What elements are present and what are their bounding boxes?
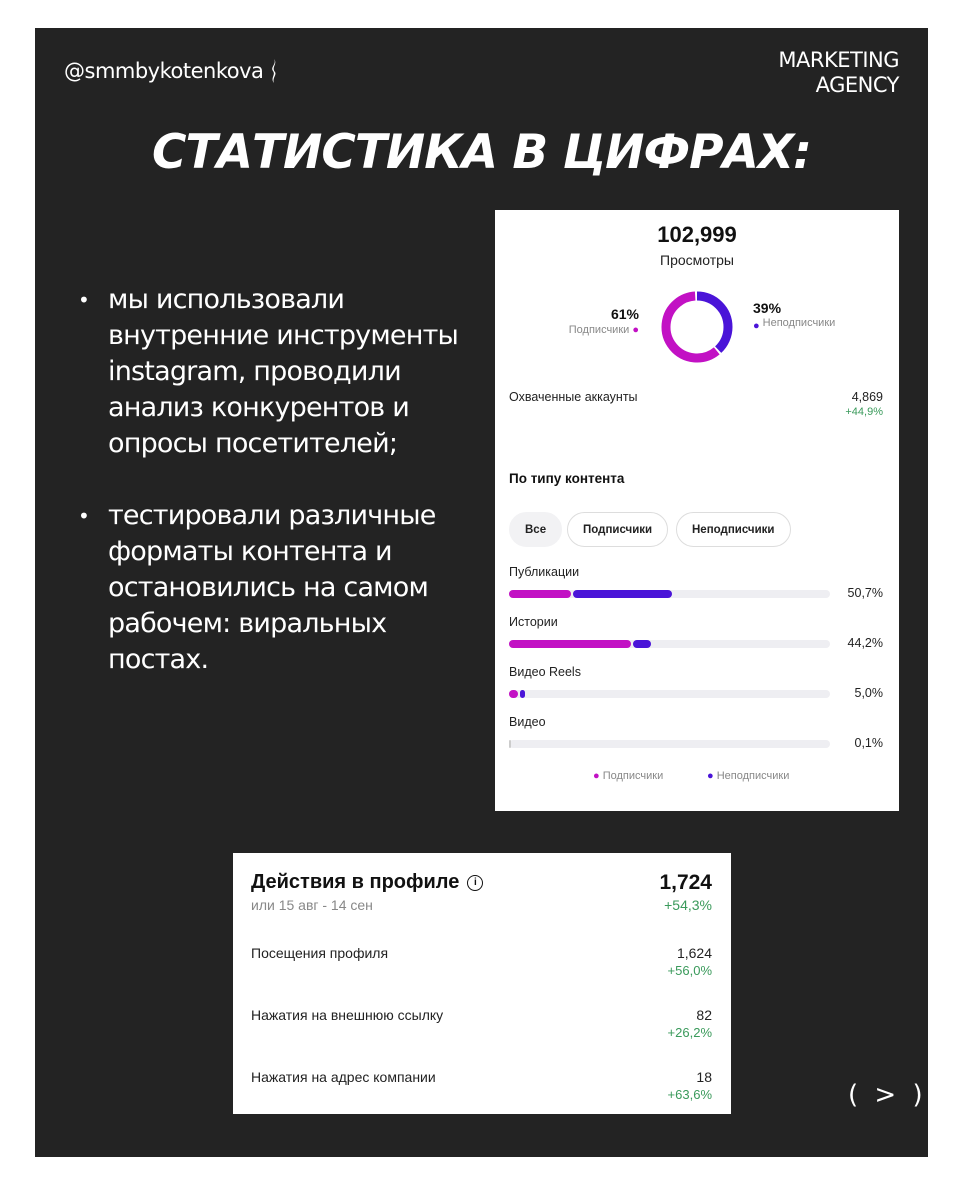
content-row-label: Публикации <box>509 565 580 579</box>
reached-label: Охваченные аккаунты <box>509 390 638 404</box>
views-label: Просмотры <box>660 252 734 268</box>
nonfollowers-pct: 39% <box>753 300 782 316</box>
actions-title: Действия в профиле i <box>251 871 483 894</box>
nonfollowers-bar-segment <box>633 640 651 648</box>
action-row-label: Нажатия на адрес компании <box>251 1069 436 1085</box>
followers-bar-segment <box>509 590 571 598</box>
views-donut <box>657 287 737 367</box>
flame-logo-icon <box>269 58 281 84</box>
actions-change: +54,3% <box>664 897 712 913</box>
legend-followers: Подписчики <box>602 770 664 782</box>
followers-bar-segment <box>509 640 631 648</box>
bullet-item: • тестировали различные форматы контента и остановились на самом рабочем: виральных постах. <box>78 500 436 675</box>
content-row-bar <box>509 640 830 648</box>
brand-handle: @smmbykotenkova <box>64 58 281 84</box>
followers-bar-segment <box>509 740 511 748</box>
action-row-change: +56,0% <box>667 963 712 978</box>
reached-change: +44,9% <box>845 406 883 418</box>
content-row-bar <box>509 740 830 748</box>
content-row-value: 50,7% <box>847 586 883 600</box>
content-row-label: Видео <box>509 715 546 729</box>
next-button[interactable]: ( > ) <box>848 1080 927 1110</box>
action-row-label: Нажатия на внешнюю ссылку <box>251 1007 444 1023</box>
followers-pct: 61% <box>610 306 639 322</box>
followers-bar-segment <box>509 690 518 698</box>
profile-actions-card <box>233 853 731 1114</box>
agency-label: MARKETING AGENCY <box>778 48 899 97</box>
page-title: СТАТИСТИКА В ЦИФРАХ: <box>152 125 811 180</box>
followers-label: Подписчики ● <box>568 324 639 336</box>
content-row-bar <box>509 590 830 598</box>
nonfollowers-bar-segment <box>573 590 672 598</box>
content-row-label: Истории <box>509 615 558 629</box>
bullet-item: • мы использовали внутренние инструменты instagram, проводили анализ конкурентов и опросы посетителей; <box>78 284 459 459</box>
chip-nonfollowers[interactable]: Неподписчики <box>676 512 791 547</box>
content-row-bar <box>509 690 830 698</box>
action-row-value: 1,624 <box>676 945 712 961</box>
content-row-value: 0,1% <box>854 736 883 750</box>
action-row-change: +26,2% <box>667 1025 712 1040</box>
legend-nonfollowers: Неподписчики <box>716 770 790 782</box>
bullet-list <box>78 282 478 714</box>
content-type-title: По типу контента <box>509 471 625 486</box>
actions-total: 1,724 <box>659 871 712 894</box>
nonfollowers-label: ● Неподписчики <box>753 317 836 332</box>
actions-period: или 15 авг - 14 сен <box>251 897 373 913</box>
action-row-label: Посещения профиля <box>251 945 389 961</box>
action-row-value: 18 <box>696 1069 712 1085</box>
reached-value: 4,869 <box>851 390 883 404</box>
views-card: 102,999 Просмотры 61% Подписчики ● 39% ● Неподписчики Охваченные аккаунты 4,869 +44,9% По типу контента Все Подписчики Неподписчики Публикации 50,7% Истории 44,2% Видео Reels 5,0% Видео 0,1% ● Подписчики ● Неподписчики <box>495 210 899 811</box>
chip-all[interactable]: Все <box>509 512 562 547</box>
views-total: 102,999 <box>657 222 737 247</box>
action-row-value: 82 <box>696 1007 712 1023</box>
action-row-change: +63,6% <box>667 1087 712 1102</box>
chip-followers[interactable]: Подписчики <box>567 512 668 547</box>
content-row-label: Видео Reels <box>509 665 581 679</box>
info-icon[interactable]: i <box>467 875 483 891</box>
content-row-value: 44,2% <box>847 636 883 650</box>
content-row-value: 5,0% <box>854 686 883 700</box>
nonfollowers-bar-segment <box>520 690 525 698</box>
